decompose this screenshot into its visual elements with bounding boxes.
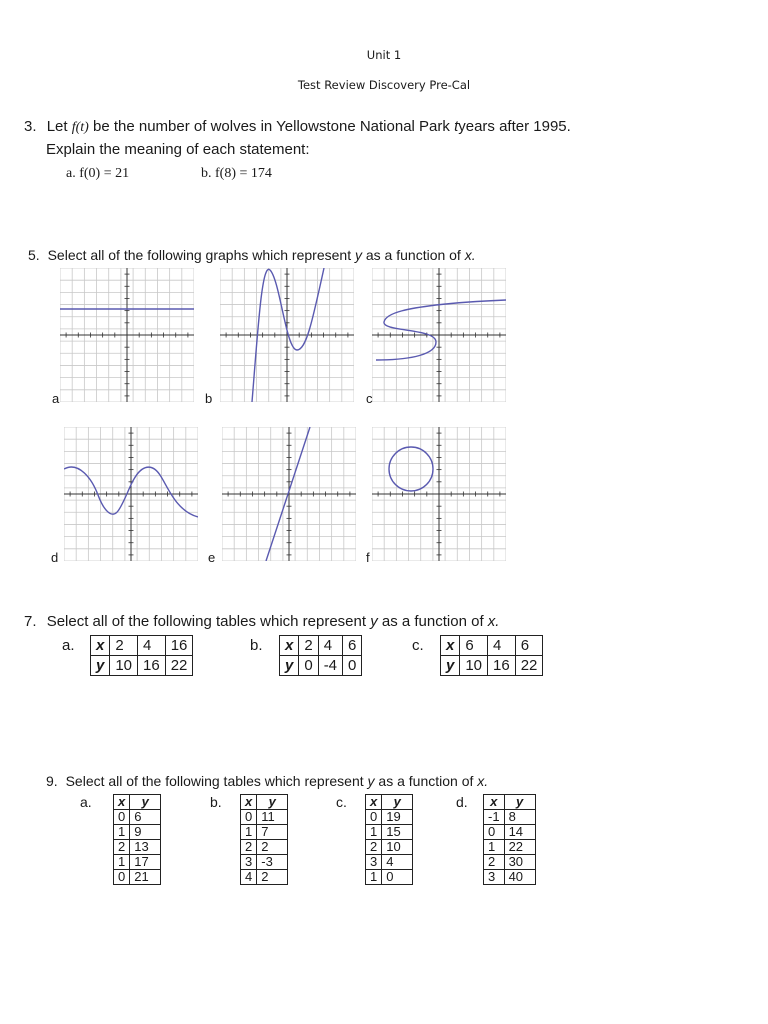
y-cell: 22 bbox=[504, 840, 535, 855]
question-5 bbox=[28, 247, 476, 263]
variable-y: y bbox=[367, 773, 375, 789]
question-text: as a function of bbox=[381, 613, 484, 630]
graph-label-e: e bbox=[208, 550, 216, 565]
table-7c bbox=[440, 635, 543, 676]
x-cell: 6 bbox=[515, 636, 543, 656]
table-row bbox=[366, 810, 413, 825]
table-9d bbox=[483, 794, 536, 885]
x-cell: 4 bbox=[138, 636, 166, 656]
table-row bbox=[484, 825, 536, 840]
table-row bbox=[484, 810, 536, 825]
y-header: y bbox=[130, 795, 161, 810]
x-header: x bbox=[441, 636, 460, 656]
table9a-label: a. bbox=[80, 794, 92, 810]
x-cell: 2 bbox=[484, 855, 505, 870]
x-cell: 3 bbox=[241, 855, 257, 870]
variable-y: y bbox=[370, 613, 378, 630]
statement-b: b. f(8) = 174 bbox=[201, 166, 272, 181]
table7b-label: b. bbox=[250, 637, 263, 654]
function-notation: f(t) bbox=[71, 120, 89, 135]
y-cell: 17 bbox=[130, 855, 161, 870]
table-9a bbox=[113, 794, 161, 885]
x-cell: 1 bbox=[366, 825, 382, 840]
x-cell: 0 bbox=[366, 810, 382, 825]
y-cell: 22 bbox=[165, 656, 193, 676]
table-row bbox=[484, 840, 536, 855]
question-number: 3. bbox=[24, 118, 37, 135]
x-cell: 6 bbox=[343, 636, 362, 656]
graph-d bbox=[64, 427, 198, 561]
table-row bbox=[241, 870, 288, 885]
x-cell: 1 bbox=[114, 855, 130, 870]
variable-x: x. bbox=[477, 773, 489, 789]
x-cell: 2 bbox=[114, 840, 130, 855]
y-cell: 4 bbox=[382, 855, 413, 870]
y-cell: 16 bbox=[138, 656, 166, 676]
graph-label-d: d bbox=[51, 550, 59, 565]
question-text: years after 1995. bbox=[458, 118, 571, 135]
y-cell: 2 bbox=[257, 840, 288, 855]
graph-label-b: b bbox=[205, 391, 213, 406]
graph-f bbox=[372, 427, 506, 561]
sideways-curve bbox=[376, 300, 506, 360]
y-cell: 2 bbox=[257, 870, 288, 885]
y-cell: 10 bbox=[382, 840, 413, 855]
y-cell: 21 bbox=[130, 870, 161, 885]
y-cell: 22 bbox=[515, 656, 543, 676]
question-9 bbox=[46, 773, 488, 789]
x-cell: 4 bbox=[318, 636, 342, 656]
variable-t: t bbox=[454, 118, 459, 135]
table-row bbox=[366, 870, 413, 885]
x-header: x bbox=[484, 795, 505, 810]
question-text: be the number of wolves in Yellowstone National Park bbox=[93, 118, 450, 135]
question-text: as a function of bbox=[378, 773, 474, 789]
x-cell: 2 bbox=[241, 840, 257, 855]
y-cell: 9 bbox=[130, 825, 161, 840]
x-cell: 0 bbox=[484, 825, 505, 840]
x-cell: 0 bbox=[114, 810, 130, 825]
table9b-label: b. bbox=[210, 794, 222, 810]
y-header: y bbox=[382, 795, 413, 810]
table-9c bbox=[365, 794, 413, 885]
y-cell: 11 bbox=[257, 810, 288, 825]
table-row bbox=[114, 855, 161, 870]
x-cell: 4 bbox=[241, 870, 257, 885]
table-row bbox=[484, 855, 536, 870]
table-row bbox=[241, 825, 288, 840]
table-row bbox=[241, 840, 288, 855]
y-header: y bbox=[280, 656, 299, 676]
statement-a: a. f(0) = 21 bbox=[66, 166, 130, 181]
table-row bbox=[241, 810, 288, 825]
x-cell: 0 bbox=[241, 810, 257, 825]
variable-x: x. bbox=[487, 613, 500, 630]
x-cell: 16 bbox=[165, 636, 193, 656]
y-cell: -3 bbox=[257, 855, 288, 870]
y-cell: 10 bbox=[110, 656, 138, 676]
y-cell: 19 bbox=[382, 810, 413, 825]
table-row bbox=[366, 825, 413, 840]
y-cell: 30 bbox=[504, 855, 535, 870]
table-row bbox=[241, 855, 288, 870]
question-text: as a function of bbox=[365, 247, 461, 263]
x-header: x bbox=[241, 795, 257, 810]
graph-b bbox=[220, 268, 354, 402]
table-row bbox=[114, 810, 161, 825]
table7c-label: c. bbox=[412, 637, 424, 654]
table-9b bbox=[240, 794, 288, 885]
graph-e bbox=[222, 427, 356, 561]
x-cell: 1 bbox=[241, 825, 257, 840]
y-cell: 10 bbox=[460, 656, 488, 676]
question-text: Select all of the following graphs which represent bbox=[47, 247, 352, 263]
question-3-instruction: Explain the meaning of each statement: bbox=[46, 141, 310, 158]
unit-heading: Unit 1 bbox=[366, 48, 402, 62]
x-cell: 2 bbox=[299, 636, 318, 656]
question-number: 9. bbox=[46, 773, 58, 789]
y-cell: -4 bbox=[318, 656, 342, 676]
table-row bbox=[366, 840, 413, 855]
y-header: y bbox=[504, 795, 535, 810]
variable-y: y bbox=[354, 247, 362, 263]
y-header: y bbox=[257, 795, 288, 810]
y-cell: 0 bbox=[299, 656, 318, 676]
y-cell: 16 bbox=[488, 656, 516, 676]
x-cell: 1 bbox=[484, 840, 505, 855]
y-cell: 13 bbox=[130, 840, 161, 855]
x-cell: 4 bbox=[488, 636, 516, 656]
question-text: Let bbox=[46, 118, 68, 135]
y-header: y bbox=[91, 656, 110, 676]
y-cell: 0 bbox=[343, 656, 362, 676]
y-cell: 14 bbox=[504, 825, 535, 840]
graph-c bbox=[372, 268, 506, 402]
y-cell: 8 bbox=[504, 810, 535, 825]
x-cell: 3 bbox=[484, 870, 505, 885]
x-cell: 6 bbox=[460, 636, 488, 656]
question-text: Select all of the following tables which represent bbox=[46, 613, 367, 630]
question-number: 5. bbox=[28, 247, 40, 263]
graph-label-a: a bbox=[52, 391, 60, 406]
graph-label-f: f bbox=[366, 550, 370, 565]
x-cell: 1 bbox=[366, 870, 382, 885]
y-cell: 0 bbox=[382, 870, 413, 885]
y-cell: 15 bbox=[382, 825, 413, 840]
page-title: Test Review Discovery Pre-Cal bbox=[297, 78, 471, 92]
circle-curve bbox=[389, 447, 433, 491]
x-header: x bbox=[91, 636, 110, 656]
table-row bbox=[484, 870, 536, 885]
question-3 bbox=[24, 118, 571, 136]
graph-a bbox=[60, 268, 194, 402]
table9c-label: c. bbox=[336, 794, 347, 810]
table-row bbox=[366, 855, 413, 870]
y-cell: 6 bbox=[130, 810, 161, 825]
table7a-label: a. bbox=[62, 637, 75, 654]
x-header: x bbox=[280, 636, 299, 656]
table9d-label: d. bbox=[456, 794, 468, 810]
y-header: y bbox=[441, 656, 460, 676]
x-cell: 2 bbox=[110, 636, 138, 656]
table-row bbox=[114, 870, 161, 885]
x-cell: 2 bbox=[366, 840, 382, 855]
x-cell: 0 bbox=[114, 870, 130, 885]
x-cell: -1 bbox=[484, 810, 505, 825]
y-cell: 40 bbox=[504, 870, 535, 885]
table-row bbox=[114, 840, 161, 855]
x-header: x bbox=[366, 795, 382, 810]
question-7 bbox=[24, 613, 499, 630]
table-row bbox=[114, 825, 161, 840]
variable-x: x. bbox=[464, 247, 476, 263]
question-number: 7. bbox=[24, 613, 37, 630]
table-7b bbox=[279, 635, 362, 676]
x-cell: 1 bbox=[114, 825, 130, 840]
x-cell: 3 bbox=[366, 855, 382, 870]
x-header: x bbox=[114, 795, 130, 810]
y-cell: 7 bbox=[257, 825, 288, 840]
table-7a bbox=[90, 635, 193, 676]
question-text: Select all of the following tables which represent bbox=[65, 773, 364, 789]
graph-label-c: c bbox=[366, 391, 373, 406]
